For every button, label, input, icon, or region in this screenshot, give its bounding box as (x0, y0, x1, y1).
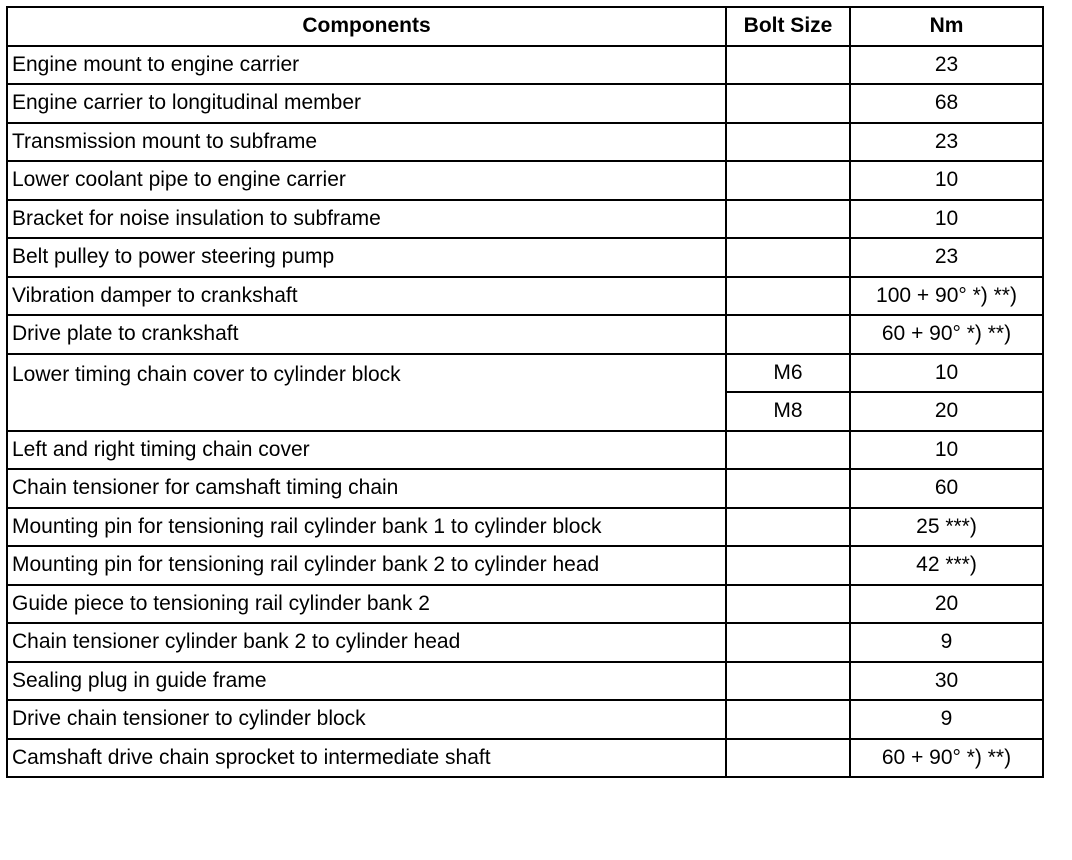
bolt-size-cell (726, 161, 850, 200)
bolt-size-cell (726, 46, 850, 85)
bolt-size-cell (726, 315, 850, 354)
component-cell: Belt pulley to power steering pump (7, 238, 726, 277)
table-row (7, 354, 1043, 393)
bolt-size-cell (726, 469, 850, 508)
table-row (7, 508, 1043, 547)
table-row (7, 700, 1043, 739)
bolt-size-cell (726, 200, 850, 239)
table-header-row (7, 7, 1043, 46)
table-row (7, 84, 1043, 123)
torque-cell: 100 + 90° *) **) (850, 277, 1043, 316)
torque-cell: 60 + 90° *) **) (850, 739, 1043, 778)
torque-cell: 23 (850, 238, 1043, 277)
bolt-size-cell (726, 277, 850, 316)
component-cell: Vibration damper to crankshaft (7, 277, 726, 316)
torque-cell: 9 (850, 700, 1043, 739)
torque-cell: 60 (850, 469, 1043, 508)
component-cell: Guide piece to tensioning rail cylinder bank 2 (7, 585, 726, 624)
component-cell: Engine carrier to longitudinal member (7, 84, 726, 123)
table-row (7, 431, 1043, 470)
table-row (7, 315, 1043, 354)
table-row (7, 200, 1043, 239)
component-cell: Left and right timing chain cover (7, 431, 726, 470)
bolt-size-column-header: Bolt Size (726, 7, 850, 46)
torque-cell: 30 (850, 662, 1043, 701)
component-cell: Chain tensioner for camshaft timing chain (7, 469, 726, 508)
bolt-size-cell: M6 (726, 354, 850, 393)
bolt-size-cell (726, 700, 850, 739)
table-row (7, 623, 1043, 662)
table-body (7, 46, 1043, 778)
bolt-size-cell (726, 123, 850, 162)
table-row (7, 123, 1043, 162)
bolt-size-cell (726, 546, 850, 585)
table-row (7, 662, 1043, 701)
torque-cell: 42 ***) (850, 546, 1043, 585)
component-cell: Mounting pin for tensioning rail cylinder bank 1 to cylinder block (7, 508, 726, 547)
torque-cell: 10 (850, 354, 1043, 393)
bolt-size-cell (726, 431, 850, 470)
bolt-size-cell: M8 (726, 392, 850, 431)
torque-cell: 9 (850, 623, 1043, 662)
component-cell: Bracket for noise insulation to subframe (7, 200, 726, 239)
component-cell: Mounting pin for tensioning rail cylinder bank 2 to cylinder head (7, 546, 726, 585)
torque-cell: 10 (850, 200, 1043, 239)
table-row (7, 238, 1043, 277)
torque-cell: 10 (850, 161, 1043, 200)
component-cell: Sealing plug in guide frame (7, 662, 726, 701)
table-row (7, 585, 1043, 624)
component-cell: Lower coolant pipe to engine carrier (7, 161, 726, 200)
component-cell: Engine mount to engine carrier (7, 46, 726, 85)
table-row (7, 46, 1043, 85)
torque-cell: 10 (850, 431, 1043, 470)
torque-cell: 23 (850, 123, 1043, 162)
bolt-size-cell (726, 84, 850, 123)
component-cell: Transmission mount to subframe (7, 123, 726, 162)
table-row (7, 161, 1043, 200)
component-cell: Lower timing chain cover to cylinder block (7, 354, 726, 431)
torque-cell: 68 (850, 84, 1043, 123)
table-row (7, 469, 1043, 508)
component-cell: Chain tensioner cylinder bank 2 to cylinder head (7, 623, 726, 662)
components-column-header: Components (7, 7, 726, 46)
bolt-size-cell (726, 623, 850, 662)
bolt-size-cell (726, 662, 850, 701)
torque-cell: 25 ***) (850, 508, 1043, 547)
torque-cell: 20 (850, 585, 1043, 624)
torque-cell: 60 + 90° *) **) (850, 315, 1043, 354)
nm-column-header: Nm (850, 7, 1043, 46)
table-row (7, 739, 1043, 778)
bolt-size-cell (726, 508, 850, 547)
torque-cell: 23 (850, 46, 1043, 85)
component-cell: Camshaft drive chain sprocket to intermediate shaft (7, 739, 726, 778)
torque-specification-table (6, 6, 1044, 778)
bolt-size-cell (726, 585, 850, 624)
table-row (7, 546, 1043, 585)
table-row (7, 277, 1043, 316)
bolt-size-cell (726, 238, 850, 277)
bolt-size-cell (726, 739, 850, 778)
component-cell: Drive chain tensioner to cylinder block (7, 700, 726, 739)
torque-cell: 20 (850, 392, 1043, 431)
component-cell: Drive plate to crankshaft (7, 315, 726, 354)
